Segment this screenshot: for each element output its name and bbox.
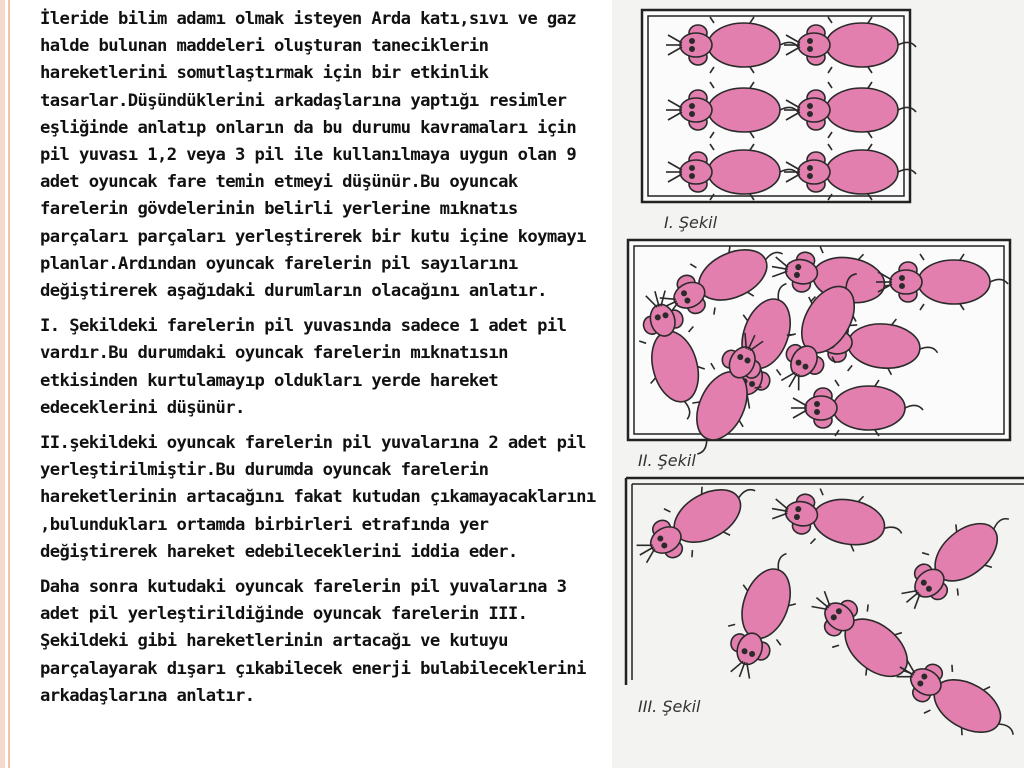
figure-3-caption: III. Şekil xyxy=(638,697,701,716)
hand-drawn-illustration xyxy=(612,0,1024,768)
toy-mouse-drawing xyxy=(713,543,811,686)
figure-2-caption: II. Şekil xyxy=(638,451,696,470)
mouse-drawings-svg xyxy=(612,0,1024,768)
toy-mouse-drawing xyxy=(626,465,768,579)
toy-mouse-drawing xyxy=(888,496,1024,624)
paragraph-intro: İleride bilim adamı olmak isteyen Arda katı,sıvı ve gaz halde bulunan maddeleri oluşturan taneciklerin hareketlerini somutlaştırmak için bir etkinlik tasarlar.Düşündüklerini arkadaşlarına yaptığı resimler eşliğinde anlatıp onların da bu durumu kavramaları için pil yuvası 1,2 veya 3 pil ile kullanılmaya uygun olan 9 adet oyuncak fare temin etmeyi düşünür.Bu oyuncak farelerin gövdelerinin belirli yerlerine mıknatıs parçaları parçaları yerleştirerek bir kutu içine koymayı planlar.Ardından oyuncak farelerin pil sayılarını değiştirerek aşağıdaki durumların olacağını anlatır. xyxy=(40,9,586,302)
toy-mouse-drawing xyxy=(886,643,1024,757)
paragraph-figure-3: Daha sonra kutudaki oyuncak farelerin pil yuvalarına 3 adet pil yerleştirildiğinde oyuncak farelerin III. Şekildeki gibi hareketlerinin artacağı ve kutuyu parçalayarak dışarı çıkabilecek enerji bulabileceklerini arkadaşlarına anlatır. xyxy=(40,577,586,706)
slide-text xyxy=(40,6,606,718)
paragraph-figure-2: II.şekildeki oyuncak farelerin pil yuvalarına 2 adet pil yerleştirilmiştir.Bu durumda oyuncak farelerin hareketlerinin artacağını fakat kutudan çıkamayacaklarını ,bulundukları ortamda birbirleri etrafında yer değiştirerek hareket edebileceklerini iddia eder. xyxy=(40,433,596,562)
figure-1-caption: I. Şekil xyxy=(664,213,718,232)
paragraph-figure-1: I. Şekildeki farelerin pil yuvasında sadece 1 adet pil vardır.Bu durumdaki oyuncak farelerin mıknatısın etkisinden kurtulamayıp oldukları yerde hareket edeceklerini düşünür. xyxy=(40,316,567,418)
slide-left-border xyxy=(0,0,14,768)
toy-mouse-drawing xyxy=(767,481,907,559)
